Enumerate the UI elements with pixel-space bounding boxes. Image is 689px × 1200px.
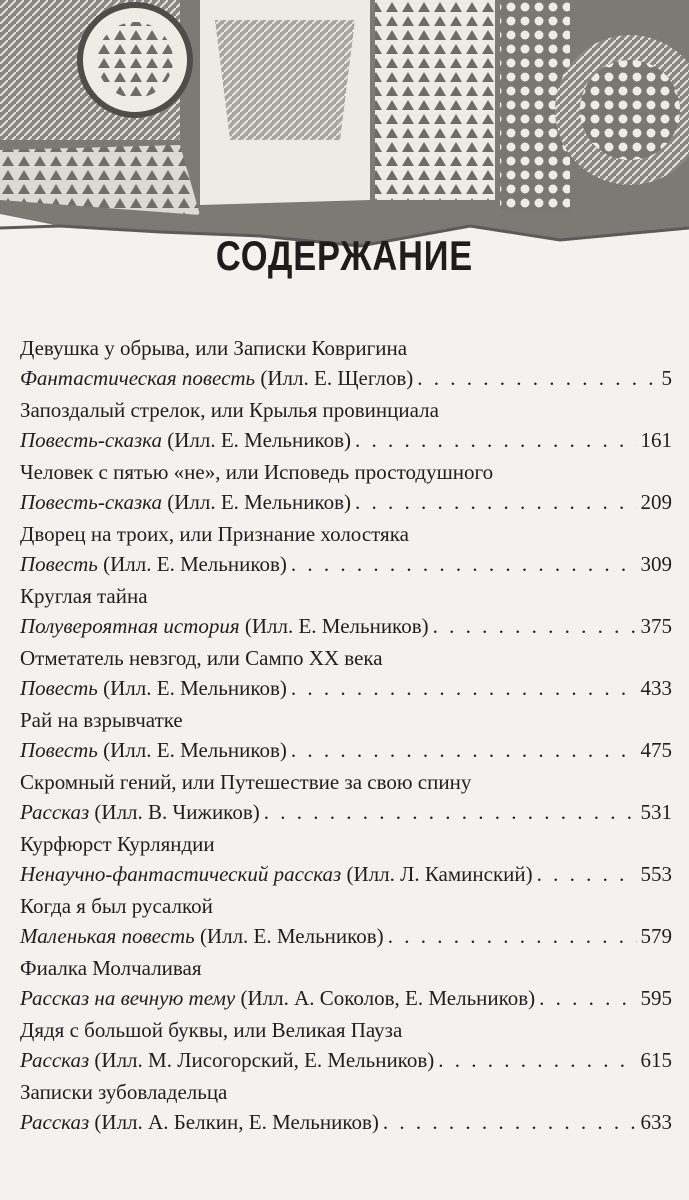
toc-entry-details [20, 425, 672, 455]
toc-entry-illustrators: (Илл. Е. Мельников) [167, 428, 351, 452]
toc-entry-illustrators: (Илл. А. Соколов, Е. Мельников) [240, 986, 536, 1010]
toc-entry-genre: Маленькая повесть [20, 924, 195, 948]
toc-entry [20, 767, 672, 829]
toc-entry-details [20, 487, 672, 517]
toc-entry-illustrators: (Илл. М. Лисогорский, Е. Мельников) [94, 1048, 435, 1072]
toc-entry-page: 615 [640, 1048, 672, 1072]
toc-leader-dots [433, 611, 637, 641]
toc-entry-page: 161 [640, 428, 672, 452]
toc-entry-details [20, 549, 672, 579]
toc-leader-dots [291, 673, 637, 703]
toc-entry [20, 333, 672, 395]
toc-entry-genre: Повесть-сказка [20, 490, 162, 514]
toc-entry-genre: Рассказ [20, 1110, 90, 1134]
toc-entry [20, 519, 672, 581]
toc-entry [20, 1015, 672, 1077]
toc-entry-genre: Рассказ [20, 1048, 90, 1072]
toc-entry-title: Записки зубовладельца [20, 1080, 228, 1104]
toc-entry-page: 433 [640, 676, 672, 700]
toc-entry-illustrators: (Илл. Е. Мельников) [103, 552, 287, 576]
toc-leader-dots [355, 487, 637, 517]
toc-entry-title: Человек с пятью «не», или Исповедь простодушного [20, 460, 494, 484]
toc-entry-page: 595 [640, 986, 672, 1010]
decorative-ornament [0, 0, 689, 270]
toc-entry-details [20, 611, 672, 641]
page-title: СОДЕРЖАНИЕ [215, 232, 474, 279]
toc-entry-genre: Повесть [20, 738, 98, 762]
toc-entry-genre: Рассказ [20, 800, 90, 824]
toc-entry-page: 579 [640, 924, 672, 948]
toc-entry-title: Девушка у обрыва, или Записки Ковригина [20, 336, 408, 360]
toc-leader-dots [383, 1107, 637, 1137]
toc-entry [20, 643, 672, 705]
toc-entry-illustrators: (Илл. Е. Мельников) [244, 614, 429, 638]
toc-entry-title: Курфюрст Курляндии [20, 832, 215, 856]
toc-entry-page: 375 [640, 614, 672, 638]
toc-entry-illustrators: (Илл. А. Белкин, Е. Мельников) [94, 1110, 379, 1134]
toc-leader-dots [417, 363, 657, 393]
toc-entry-title: Круглая тайна [20, 584, 148, 608]
toc-entry-details [20, 735, 672, 765]
toc-entry-title: Скромный гений, или Путешествие за свою спину [20, 770, 472, 794]
toc-entry-illustrators: (Илл. Е. Мельников) [167, 490, 351, 514]
toc-entry-details [20, 363, 672, 393]
toc-entry-illustrators: (Илл. Е. Мельников) [199, 924, 384, 948]
toc-entry [20, 457, 672, 519]
toc-entry-genre: Рассказ на вечную тему [20, 986, 236, 1010]
toc-entry [20, 705, 672, 767]
toc-entry [20, 891, 672, 953]
toc-entry-illustrators: (Илл. Е. Мельников) [103, 676, 287, 700]
toc-entry-details [20, 921, 672, 951]
toc-leader-dots [539, 983, 636, 1013]
toc-leader-dots [291, 549, 637, 579]
toc-leader-dots [264, 797, 637, 827]
toc-entry-details [20, 983, 672, 1013]
toc-entry-illustrators: (Илл. В. Чижиков) [94, 800, 260, 824]
toc-entry-title: Дядя с большой буквы, или Великая Пауза [20, 1018, 403, 1042]
toc-entry-details [20, 673, 672, 703]
toc-entry-title: Запоздалый стрелок, или Крылья провинциала [20, 398, 439, 422]
toc-entry-title: Когда я был русалкой [20, 894, 213, 918]
toc-entry-title: Отметатель невзгод, или Сампо XX века [20, 646, 383, 670]
toc-leader-dots [388, 921, 637, 951]
toc-entry-genre: Ненаучно-фантастический рассказ [20, 862, 342, 886]
toc-entry-page: 309 [640, 552, 672, 576]
toc-entry-details [20, 797, 672, 827]
toc-entry-illustrators: (Илл. Л. Каминский) [346, 862, 533, 886]
toc-leader-dots [438, 1045, 636, 1075]
toc-entry-genre: Повесть [20, 552, 98, 576]
toc-entry-details [20, 859, 672, 889]
toc-entry [20, 581, 672, 643]
toc-leader-dots [291, 735, 637, 765]
toc-entry-illustrators: (Илл. Е. Мельников) [103, 738, 287, 762]
toc-entry-page: 209 [640, 490, 672, 514]
toc-entry-page: 633 [640, 1110, 672, 1134]
toc-entry-title: Рай на взрывчатке [20, 708, 183, 732]
table-of-contents [20, 333, 672, 1139]
toc-entry-genre: Повесть [20, 676, 98, 700]
toc-entry [20, 829, 672, 891]
toc-leader-dots [537, 859, 637, 889]
toc-entry-title: Дворец на троих, или Признание холостяка [20, 522, 409, 546]
toc-entry-genre: Полувероятная история [20, 614, 240, 638]
toc-entry-details [20, 1107, 672, 1137]
toc-entry [20, 953, 672, 1015]
toc-leader-dots [355, 425, 637, 455]
toc-entry-title: Фиалка Молчаливая [20, 956, 202, 980]
toc-entry-page: 5 [661, 366, 672, 390]
toc-entry-page: 475 [640, 738, 672, 762]
toc-entry [20, 395, 672, 457]
toc-entry-genre: Повесть-сказка [20, 428, 162, 452]
toc-entry-illustrators: (Илл. Е. Щеглов) [260, 366, 414, 390]
toc-entry-details [20, 1045, 672, 1075]
toc-entry-page: 553 [640, 862, 672, 886]
toc-entry-genre: Фантастическая повесть [20, 366, 256, 390]
toc-entry [20, 1077, 672, 1139]
toc-entry-page: 531 [640, 800, 672, 824]
